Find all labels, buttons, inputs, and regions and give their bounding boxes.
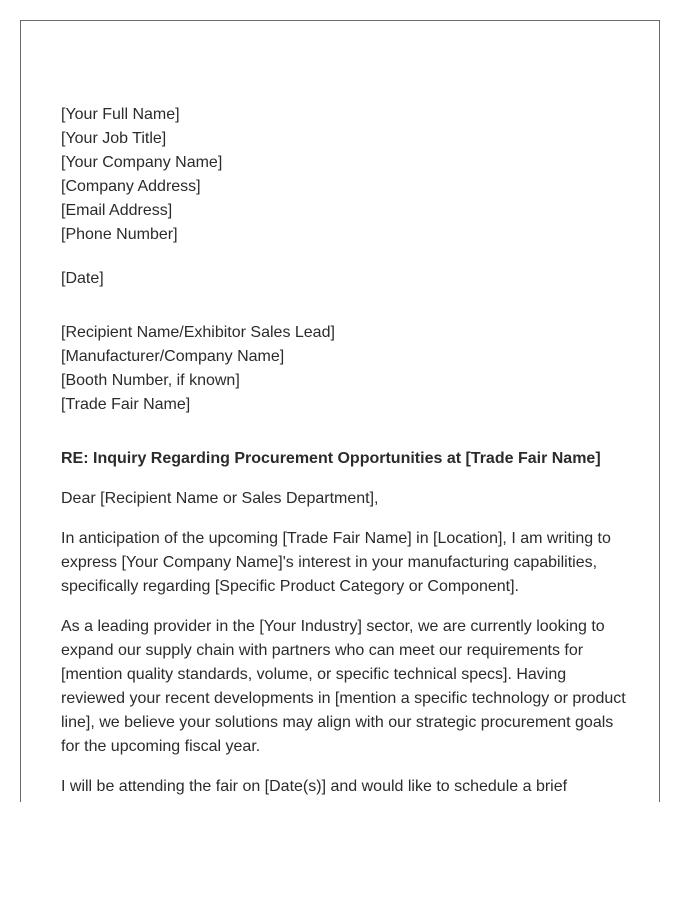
recipient-name: [Recipient Name/Exhibitor Sales Lead] xyxy=(61,324,335,341)
salutation: Dear [Recipient Name or Sales Department], xyxy=(61,490,379,507)
recipient-address-block xyxy=(61,321,631,417)
sender-company-name: [Your Company Name] xyxy=(61,154,223,171)
letter-date xyxy=(61,267,631,291)
body-paragraph-2: As a leading provider in the [Your Industry] sector, we are currently looking to expand our supply chain with partners who can meet our requirements for [mention quality standards, volume, or specific technical specs]. Having reviewed your recent developments in [mention a specific technology or product line], we believe your solutions may align with our strategic procurement goals for the upcoming fiscal year. xyxy=(61,618,626,755)
letter-page xyxy=(20,20,660,802)
sender-company-address: [Company Address] xyxy=(61,178,201,195)
body-paragraph-3: I will be attending the fair on [Date(s)] and would like to schedule a brief xyxy=(61,778,568,795)
sender-email-address: [Email Address] xyxy=(61,202,173,219)
recipient-trade-fair-name: [Trade Fair Name] xyxy=(61,396,191,413)
recipient-company-name: [Manufacturer/Company Name] xyxy=(61,348,285,365)
subject-line: RE: Inquiry Regarding Procurement Opportunities at [Trade Fair Name] xyxy=(61,450,601,467)
recipient-booth-number: [Booth Number, if known] xyxy=(61,372,240,389)
body-paragraph-1: In anticipation of the upcoming [Trade Fair Name] in [Location], I am writing to express [Your Company Name]'s interest in your manufacturing capabilities, specifically regarding [Specific Product Category or Component]. xyxy=(61,530,611,595)
date-text: [Date] xyxy=(61,270,104,287)
sender-address-block xyxy=(61,103,631,247)
sender-job-title: [Your Job Title] xyxy=(61,130,167,147)
sender-phone-number: [Phone Number] xyxy=(61,226,178,243)
sender-full-name: [Your Full Name] xyxy=(61,106,180,123)
letter-content xyxy=(61,103,631,799)
